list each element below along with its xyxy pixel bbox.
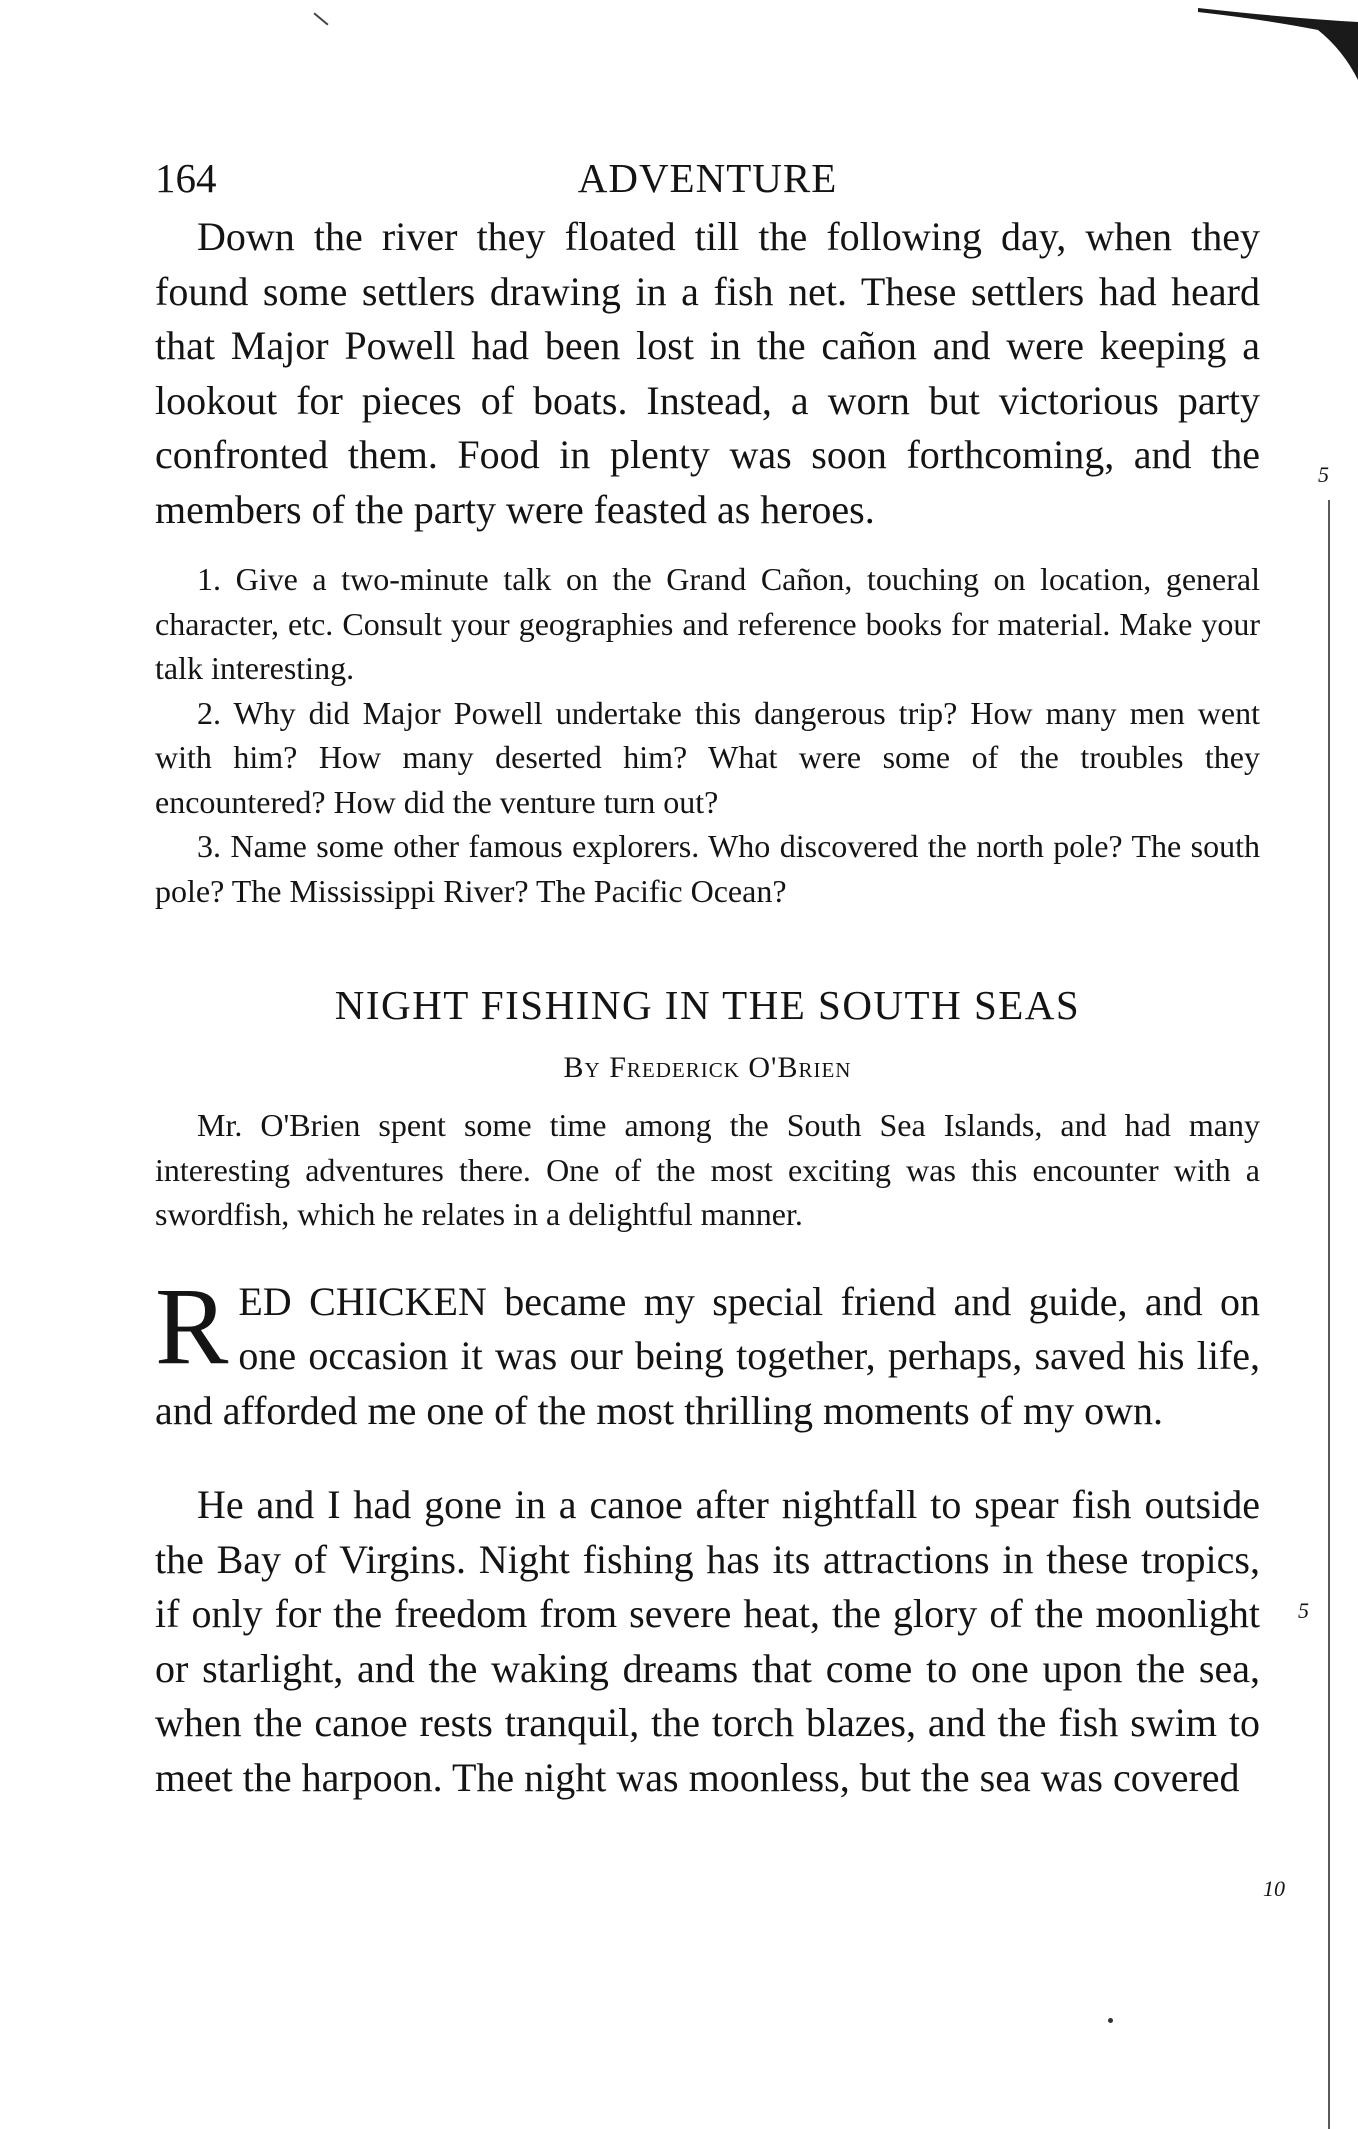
scan-dot [1108, 2018, 1113, 2023]
question-item [155, 824, 1260, 913]
line-number: 10 [1263, 1876, 1285, 1901]
page-number: 164 [155, 155, 217, 201]
scan-mark [313, 12, 328, 25]
section-title: NIGHT FISHING IN THE SOUTH SEAS [334, 982, 1081, 1028]
question-number: 1. [197, 561, 221, 597]
line-number: 5 [1318, 462, 1329, 487]
question-text: Give a two-minute talk on the Grand Cañon, touching on location, general character, etc. Consult your geographies and reference books for material. Make your talk interesting. [155, 561, 1261, 686]
question-item [155, 557, 1260, 691]
story-paragraph-1 [155, 1264, 1260, 1439]
question-text: Why did Major Powell undertake this dangerous trip? How many men went with him? How many deserted him? What were some of the troubles they encountered? How did the venture turn out? [155, 694, 1261, 820]
page-corner-mark [1168, 0, 1358, 90]
story-paragraph-2: He and I had gone in a canoe after nightfall to spear fish outside the Bay of Virgins. Night fishing has its attractions in these tropics, if only for the freedom from severe heat, the glory of the moonlight or starlight, and the waking dreams that come to one upon the sea, when the canoe rests tranquil, the torch blazes, and the fish swim to meet the harpoon. The night was moonless, but the sea was covered [155, 1482, 1260, 1800]
byline [155, 1051, 1260, 1085]
question-number: 2. [197, 694, 221, 731]
byline-author: Frederick O'Brien [609, 1051, 852, 1084]
question-number: 3. [197, 828, 221, 864]
page-header [155, 140, 1260, 210]
story-paragraph-1-text: ED CHICKEN became my special friend and guide, and on one occasion it was our being together, perhaps, saved his life, and afforded me one of the most thrilling moments of my own. [155, 1278, 1260, 1433]
book-page [155, 140, 1260, 1805]
drop-cap: R [155, 1264, 229, 1387]
running-head: ADVENTURE [577, 155, 838, 201]
question-text: Name some other famous explorers. Who discovered the north pole? The south pole? The Mississippi River? The Pacific Ocean? [155, 828, 1261, 909]
paragraph-powell-ending: Down the river they floated till the following day, when they found some settlers drawing in a fish net. These settlers had heard that Major Powell had been lost in the cañon and were keeping a lookout for pieces of boats. Instead, a worn but victorious party confronted them. Food in plenty was soon forthcoming, and the members of the party were feasted as heroes. [155, 214, 1260, 532]
question-item [155, 691, 1260, 825]
page-edge-line [1328, 500, 1330, 2129]
byline-prefix: By [563, 1051, 601, 1084]
section-intro: Mr. O'Brien spent some time among the South Sea Islands, and had many interesting adventures there. One of the most exciting was this encounter with a swordfish, which he relates in a delightful manner. [155, 1107, 1260, 1232]
line-number: 5 [1298, 1598, 1309, 1623]
study-questions [155, 557, 1260, 913]
